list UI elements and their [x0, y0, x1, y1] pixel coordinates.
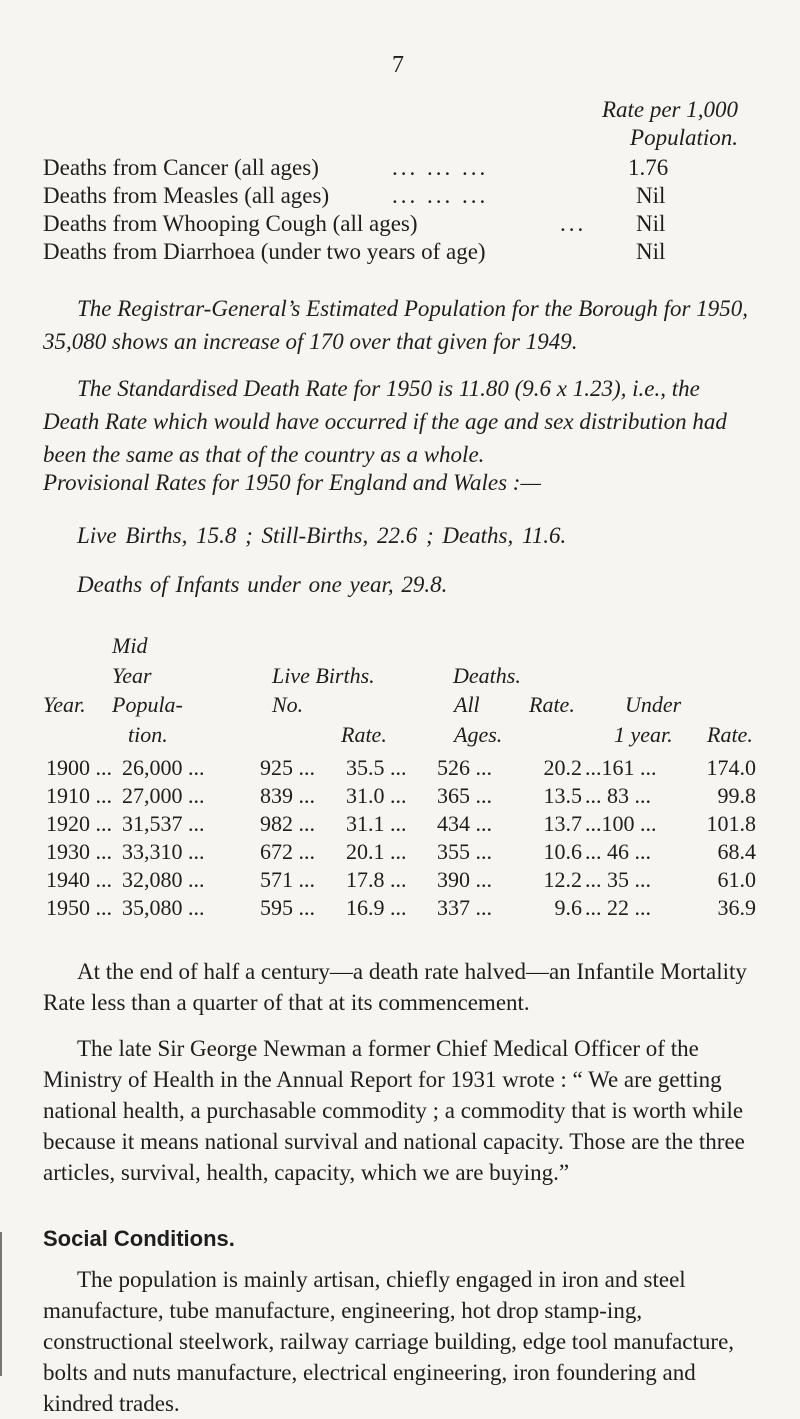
cell-year: 1900 ...	[46, 755, 112, 780]
cell-infant-rate: 174.0	[706, 755, 756, 780]
cell-population: 26,000 ...	[122, 755, 205, 780]
cell-death-rate: 10.6	[543, 839, 582, 864]
header-one-year: 1 year.	[614, 722, 673, 747]
header-popula: Popula-	[112, 692, 183, 717]
header-deaths: Deaths.	[453, 663, 521, 688]
standardised-paragraph: The Standardised Death Rate for 1950 is 11.80 (9.6 x 1.23), i.e., the Death Rate which would have occurred if the age and sex distribution had been the same as that of the country as a whole.	[43, 376, 727, 467]
cell-birth-rate: 31.0 ...	[346, 783, 407, 808]
header-no: No.	[272, 692, 304, 717]
provisional-rates: Live Births, 15.8 ; Still-Births, 22.6 ; Deaths, 11.6.	[77, 523, 567, 548]
newman-quote-paragraph: The late Sir George Newman a former Chief Medical Officer of the Ministry of Health in the Annual Report for 1931 wrote : “ We are getting national health, a purchasable commodity ; a commodity that is worth while because it means national survival and national capacity. Those are the three articles, survival, health, capacity, which we are buying.”	[43, 1036, 745, 1185]
cell-infant-deaths: ...161 ...	[585, 755, 657, 780]
cell-year: 1920 ...	[46, 811, 112, 836]
stat-value-cancer: 1.76	[628, 155, 669, 180]
cell-birth-rate: 35.5 ...	[346, 755, 407, 780]
cell-deaths: 365 ...	[437, 783, 492, 808]
cell-infant-deaths: ...100 ...	[585, 811, 657, 836]
cell-births: 982 ...	[260, 811, 315, 836]
stat-label-cancer: Deaths from Cancer (all ages)	[43, 155, 319, 180]
rate-column-header	[524, 96, 738, 152]
stat-dots-cancer: ... ... ...	[392, 155, 489, 180]
cell-population: 32,080 ...	[122, 867, 205, 892]
stat-value-measles: Nil	[636, 183, 666, 208]
cell-deaths: 526 ...	[437, 755, 492, 780]
rate-header-line2: Population.	[630, 125, 738, 150]
cell-death-rate: 13.7	[543, 811, 582, 836]
header-tion: tion.	[128, 722, 168, 747]
header-rate-infant: Rate.	[707, 722, 753, 747]
header-year: Year.	[43, 692, 86, 717]
provisional-heading: Provisional Rates for 1950 for England and Wales :—	[43, 470, 541, 495]
cell-population: 31,537 ...	[122, 811, 205, 836]
scan-edge-mark	[0, 1232, 2, 1376]
social-conditions-heading: Social Conditions.	[43, 1226, 235, 1251]
cell-infant-deaths: ... 22 ...	[585, 895, 651, 920]
cell-population: 33,310 ...	[122, 839, 205, 864]
cell-births: 925 ...	[260, 755, 315, 780]
century-paragraph: At the end of half a century—a death rate halved—an Infantile Mortality Rate less than a quarter of that at its commencement.	[43, 959, 747, 1015]
cell-infant-rate: 68.4	[717, 839, 756, 864]
header-live-births: Live Births.	[272, 663, 375, 688]
cell-birth-rate: 31.1 ...	[346, 811, 407, 836]
cell-deaths: 355 ...	[437, 839, 492, 864]
stat-value-whooping-cough: Nil	[636, 211, 666, 236]
cell-year: 1930 ...	[46, 839, 112, 864]
cell-birth-rate: 20.1 ...	[346, 839, 407, 864]
header-mid: Mid	[112, 633, 148, 658]
infant-deaths-line: Deaths of Infants under one year, 29.8.	[77, 572, 448, 597]
cell-infant-deaths: ... 46 ...	[585, 839, 651, 864]
stat-label-diarrhoea: Deaths from Diarrhoea (under two years of age)	[43, 239, 486, 264]
social-conditions-paragraph: The population is mainly artisan, chiefly engaged in iron and steel manufacture, tube manufacture, engineering, hot drop stamp-ing, constructional steelwork, railway carriage building, edge tool manufacture, bolts and nuts manufacture, electrical engineering, iron foundering and kindred trades.	[43, 1267, 735, 1416]
cell-birth-rate: 17.8 ...	[346, 867, 407, 892]
cell-death-rate: 20.2	[543, 755, 582, 780]
cell-year: 1910 ...	[46, 783, 112, 808]
cell-births: 571 ...	[260, 867, 315, 892]
cell-infant-rate: 36.9	[717, 895, 756, 920]
cell-year: 1950 ...	[46, 895, 112, 920]
header-rate-births: Rate.	[341, 722, 387, 747]
cell-infant-deaths: ... 35 ...	[585, 867, 651, 892]
cell-deaths: 390 ...	[437, 867, 492, 892]
cell-population: 27,000 ...	[122, 783, 205, 808]
header-all: All	[454, 692, 480, 717]
header-under: Under	[625, 692, 682, 717]
cell-infant-rate: 61.0	[717, 867, 756, 892]
cell-births: 595 ...	[260, 895, 315, 920]
cell-infant-deaths: ... 83 ...	[585, 783, 651, 808]
stat-dots-measles: ... ... ...	[392, 183, 489, 208]
stat-dots-whooping-cough: ...	[560, 211, 587, 236]
cell-deaths: 434 ...	[437, 811, 492, 836]
cell-infant-rate: 99.8	[717, 783, 756, 808]
registrar-paragraph: The Registrar-General’s Estimated Population for the Borough for 1950, 35,080 shows an increase of 170 over that given for 1949.	[43, 296, 748, 354]
header-ages: Ages.	[454, 722, 503, 747]
cell-deaths: 337 ...	[437, 895, 492, 920]
cell-birth-rate: 16.9 ...	[346, 895, 407, 920]
cell-year: 1940 ...	[46, 867, 112, 892]
cell-births: 672 ...	[260, 839, 315, 864]
stat-label-whooping-cough: Deaths from Whooping Cough (all ages)	[43, 211, 418, 236]
stat-value-diarrhoea: Nil	[636, 239, 666, 264]
cell-births: 839 ...	[260, 783, 315, 808]
cell-population: 35,080 ...	[122, 895, 205, 920]
cell-infant-rate: 101.8	[706, 811, 756, 836]
stat-label-measles: Deaths from Measles (all ages)	[43, 183, 330, 208]
cell-death-rate: 13.5	[543, 783, 582, 808]
cell-death-rate: 9.6	[554, 895, 582, 920]
header-rate-deaths: Rate.	[529, 692, 575, 717]
header-year-top: Year	[112, 663, 152, 688]
page-number: 7	[392, 52, 404, 78]
rate-header-line1: Rate per 1,000	[601, 97, 738, 122]
cell-death-rate: 12.2	[543, 867, 582, 892]
